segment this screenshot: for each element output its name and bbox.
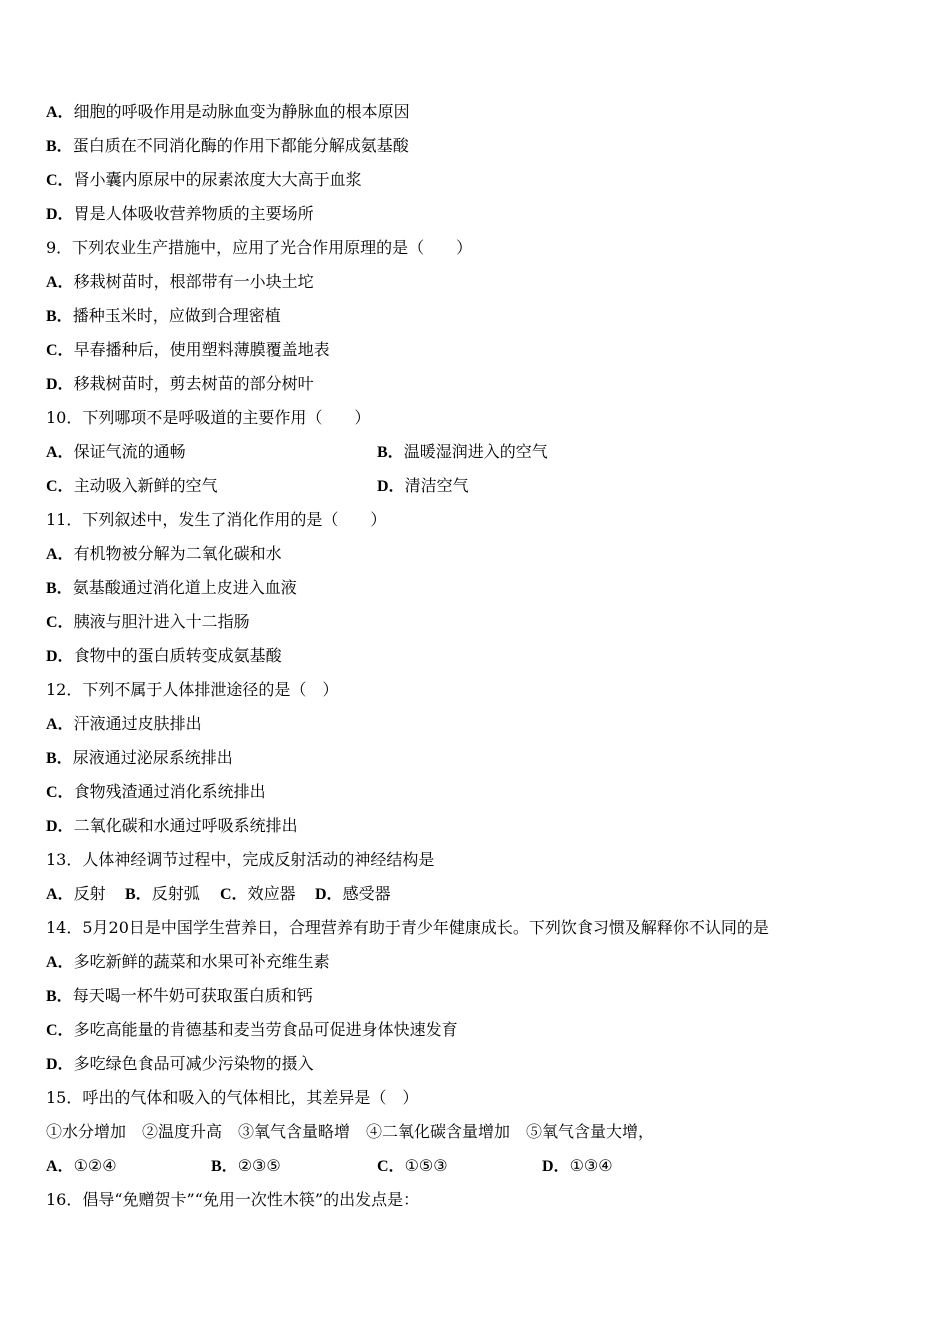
option-label: B． xyxy=(125,886,152,903)
option-text: ①⑤③ xyxy=(404,1156,448,1175)
option-label: A． xyxy=(46,1158,74,1175)
option-text: 多吃绿色食品可减少污染物的摄入 xyxy=(73,1054,314,1073)
q11-option-b xyxy=(46,576,297,600)
q11-option-c xyxy=(46,610,250,634)
option-label: B． xyxy=(46,988,73,1005)
option-label: A． xyxy=(46,104,74,121)
q16-stem: 16．倡导“免赠贺卡”“免用一次性木筷”的出发点是： xyxy=(46,1190,420,1209)
option-label: C． xyxy=(46,614,74,631)
q14-option-b xyxy=(46,984,313,1008)
option-text: 每天喝一杯牛奶可获取蛋白质和钙 xyxy=(72,986,313,1005)
q10-option-b xyxy=(377,440,548,464)
option-label: B． xyxy=(46,308,73,325)
option-label: D． xyxy=(46,376,74,393)
option-text: ①③④ xyxy=(569,1156,613,1175)
option-text: 胃是人体吸收营养物质的主要场所 xyxy=(73,204,314,223)
option-text: 肾小囊内原尿中的尿素浓度大大高于血浆 xyxy=(73,170,362,189)
q10-option-a xyxy=(46,440,186,464)
q12-option-a xyxy=(46,712,202,736)
q11-option-d xyxy=(46,644,282,668)
q9-option-b xyxy=(46,304,281,328)
q14-stem: 14．5月20日是中国学生营养日，合理营养有助于青少年健康成长。下列饮食习惯及解释你不认同的是 xyxy=(46,918,769,937)
option-label: D． xyxy=(46,206,74,223)
option-text: 移栽树苗时，剪去树苗的部分树叶 xyxy=(73,374,314,393)
option-text: ①②④ xyxy=(73,1156,117,1175)
q15-option-b xyxy=(211,1154,281,1178)
option-label: D． xyxy=(542,1158,570,1175)
option-label: A． xyxy=(46,274,74,291)
option-label: C． xyxy=(46,172,74,189)
option-text: 二氧化碳和水通过呼吸系统排出 xyxy=(73,816,298,835)
option-text: 有机物被分解为二氧化碳和水 xyxy=(73,544,282,563)
option-label: B． xyxy=(211,1158,238,1175)
option-label: C． xyxy=(220,886,248,903)
option-label: D． xyxy=(315,886,343,903)
q10-option-c xyxy=(46,474,218,498)
q13-stem: 13．人体神经调节过程中，完成反射活动的神经结构是 xyxy=(46,850,435,869)
q12-option-c xyxy=(46,780,266,804)
q14-option-c xyxy=(46,1018,458,1042)
option-text: 反射弧 xyxy=(151,884,200,903)
option-label: B． xyxy=(46,750,73,767)
option-text: 早春播种后，使用塑料薄膜覆盖地表 xyxy=(73,340,330,359)
option-text: 汗液通过皮肤排出 xyxy=(73,714,202,733)
option-label: D． xyxy=(377,478,405,495)
option-text: 效应器 xyxy=(247,884,296,903)
q14-option-a xyxy=(46,950,330,974)
q10-stem: 10．下列哪项不是呼吸道的主要作用（ ） xyxy=(46,408,371,427)
q15-option-d xyxy=(542,1154,613,1178)
option-text: 氨基酸通过消化道上皮进入血液 xyxy=(72,578,297,597)
option-label: B． xyxy=(46,580,73,597)
option-label: C． xyxy=(46,1022,74,1039)
option-label: D． xyxy=(46,1056,74,1073)
option-label: C． xyxy=(377,1158,405,1175)
option-text: 食物残渣通过消化系统排出 xyxy=(73,782,266,801)
q9-option-a xyxy=(46,270,314,294)
option-label: B． xyxy=(377,444,404,461)
option-label: C． xyxy=(46,342,74,359)
option-text: 保证气流的通畅 xyxy=(73,442,186,461)
option-text: 播种玉米时，应做到合理密植 xyxy=(72,306,281,325)
option-label: C． xyxy=(46,784,74,801)
q13-option-b xyxy=(125,882,200,906)
option-text: 蛋白质在不同消化酶的作用下都能分解成氨基酸 xyxy=(72,136,409,155)
option-label: D． xyxy=(46,648,74,665)
prev-option-a xyxy=(46,100,410,124)
option-text: 食物中的蛋白质转变成氨基酸 xyxy=(73,646,282,665)
q9-option-d xyxy=(46,372,314,396)
option-label: B． xyxy=(46,138,73,155)
q13-option-d xyxy=(315,882,391,906)
prev-option-c xyxy=(46,168,362,192)
option-label: A． xyxy=(46,546,74,563)
option-label: C． xyxy=(46,478,74,495)
q11-stem: 11．下列叙述中，发生了消化作用的是（ ） xyxy=(46,510,387,529)
option-text: 感受器 xyxy=(342,884,391,903)
option-text: 清洁空气 xyxy=(404,476,469,495)
option-text: 多吃新鲜的蔬菜和水果可补充维生素 xyxy=(73,952,330,971)
q15-option-a xyxy=(46,1154,117,1178)
q9-option-c xyxy=(46,338,330,362)
q10-option-d xyxy=(377,474,469,498)
option-label: A． xyxy=(46,716,74,733)
q13-option-c xyxy=(220,882,296,906)
option-text: 移栽树苗时，根部带有一小块土坨 xyxy=(73,272,314,291)
q12-option-d xyxy=(46,814,298,838)
q14-option-d xyxy=(46,1052,314,1076)
q15-items: ①水分增加 ②温度升高 ③氧气含量略增 ④二氧化碳含量增加 ⑤氧气含量大增， xyxy=(46,1122,655,1141)
q15-option-c xyxy=(377,1154,448,1178)
option-text: 尿液通过泌尿系统排出 xyxy=(72,748,233,767)
q9-stem: 9．下列农业生产措施中，应用了光合作用原理的是（ ） xyxy=(46,238,473,257)
option-label: A． xyxy=(46,954,74,971)
prev-option-d xyxy=(46,202,314,226)
q15-stem: 15．呼出的气体和吸入的气体相比，其差异是（ ） xyxy=(46,1088,419,1107)
option-text: 温暖湿润进入的空气 xyxy=(403,442,548,461)
q13-option-a xyxy=(46,882,106,906)
q12-stem: 12．下列不属于人体排泄途径的是（ ） xyxy=(46,680,339,699)
option-text: 细胞的呼吸作用是动脉血变为静脉血的根本原因 xyxy=(73,102,410,121)
option-label: A． xyxy=(46,886,74,903)
option-label: A． xyxy=(46,444,74,461)
q11-option-a xyxy=(46,542,282,566)
option-text: 主动吸入新鲜的空气 xyxy=(73,476,218,495)
option-text: 多吃高能量的肯德基和麦当劳食品可促进身体快速发育 xyxy=(73,1020,458,1039)
prev-option-b xyxy=(46,134,409,158)
option-label: D． xyxy=(46,818,74,835)
option-text: 胰液与胆汁进入十二指肠 xyxy=(73,612,250,631)
option-text: 反射 xyxy=(73,884,106,903)
option-text: ②③⑤ xyxy=(237,1156,281,1175)
q12-option-b xyxy=(46,746,233,770)
